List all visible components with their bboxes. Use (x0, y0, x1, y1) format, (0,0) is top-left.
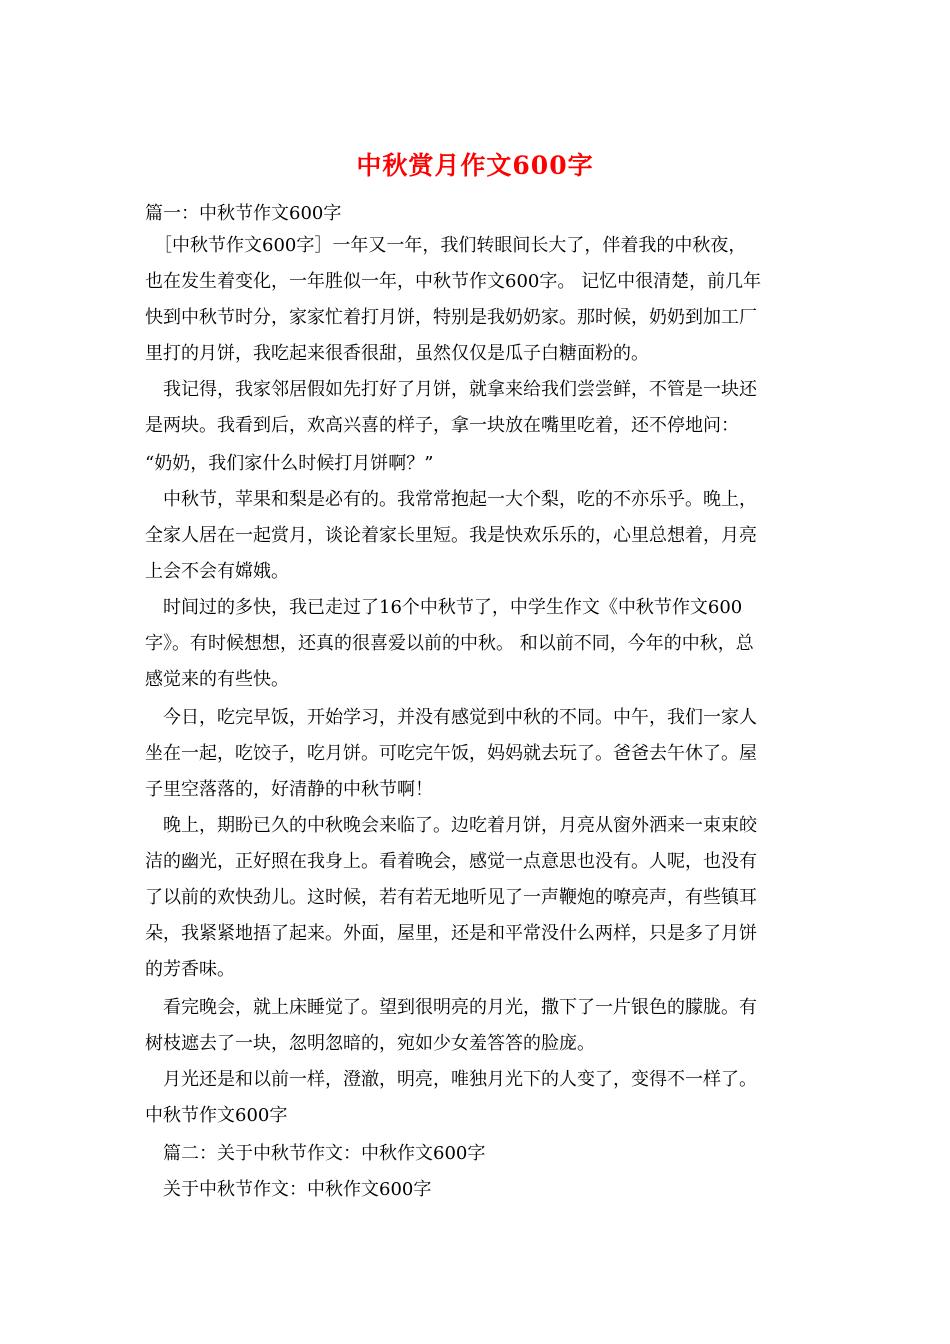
paragraph-line: 上会不会有嫦娥。 (145, 561, 289, 582)
paragraph-line: 树枝遮去了一块，忽明忽暗的，宛如少女羞答答的脸庞。 (145, 1033, 595, 1054)
paragraph-line: 感觉来的有些快。 (145, 669, 289, 690)
paragraph-line: 时间过的多快，我已走过了16个中秋节了，中学生作文《中秋节作文600 (145, 597, 743, 618)
paragraph-line: 晚上，期盼已久的中秋晚会来临了。边吃着月饼，月亮从窗外洒来一束束皎 (145, 815, 757, 836)
paragraph-line: 的芳香味。 (145, 959, 235, 980)
paragraph-line: 字》。有时候想想，还真的很喜爱以前的中秋。 和以前不同，今年的中秋，总 (145, 633, 754, 654)
paragraph-line: 里打的月饼，我吃起来很香很甜，虽然仅仅是瓜子白糖面粉的。 (145, 343, 649, 364)
paragraph-line: 月光还是和以前一样，澄澈，明亮，唯独月光下的人变了，变得不一样了。 (145, 1069, 757, 1090)
paragraph-line: 全家人居在一起赏月，谈论着家长里短。我是快欢乐乐的，心里总想着，月亮 (145, 525, 757, 546)
paragraph-line: 看完晚会，就上床睡觉了。望到很明亮的月光，撒下了一片银色的朦胧。有 (145, 997, 757, 1018)
paragraph-line: 也在发生着变化，一年胜似一年，中秋节作文600字。 记忆中很清楚，前几年 (145, 271, 762, 292)
section-heading: 篇二：关于中秋节作文：中秋作文600字 (145, 1143, 486, 1164)
paragraph-line: “奶奶，我们家什么时候打月饼啊？” (145, 453, 434, 474)
paragraph-line: 中秋节作文600字 (145, 1105, 288, 1126)
paragraph-line: 关于中秋节作文：中秋作文600字 (145, 1179, 432, 1200)
paragraph-line: 篇一：中秋节作文600字 (145, 203, 342, 224)
paragraph-line: 了以前的欢快劲儿。这时候，若有若无地听见了一声鞭炮的嘹亮声，有些镇耳 (145, 887, 757, 908)
paragraph-line: 坐在一起，吃饺子，吃月饼。可吃完午饭，妈妈就去玩了。爸爸去午休了。屋 (145, 743, 757, 764)
paragraph-line: 今日，吃完早饭，开始学习，并没有感觉到中秋的不同。中午，我们一家人 (145, 707, 757, 728)
paragraph-line: 洁的幽光，正好照在我身上。看着晚会，感觉一点意思也没有。人呢，也没有 (145, 851, 757, 872)
document-title: 中秋赏月作文600字 (356, 151, 594, 180)
paragraph-line: ［中秋节作文600字］一年又一年，我们转眼间长大了，伴着我的中秋夜， (145, 235, 747, 256)
paragraph-line: 中秋节，苹果和梨是必有的。我常常抱起一大个梨，吃的不亦乐乎。晚上， (145, 489, 757, 510)
paragraph-line: 快到中秋节时分，家家忙着打月饼，特别是我奶奶家。那时候，奶奶到加工厂 (145, 307, 757, 328)
paragraph-line: 子里空落落的，好清静的中秋节啊！ (145, 779, 433, 800)
paragraph-line: 我记得，我家邻居假如先打好了月饼，就拿来给我们尝尝鲜，不管是一块还 (145, 379, 757, 400)
paragraph-line: 朵，我紧紧地捂了起来。外面，屋里，还是和平常没什么两样，只是多了月饼 (145, 923, 757, 944)
paragraph-line: 是两块。我看到后，欢高兴喜的样子，拿一块放在嘴里吃着，还不停地问： (145, 415, 739, 436)
